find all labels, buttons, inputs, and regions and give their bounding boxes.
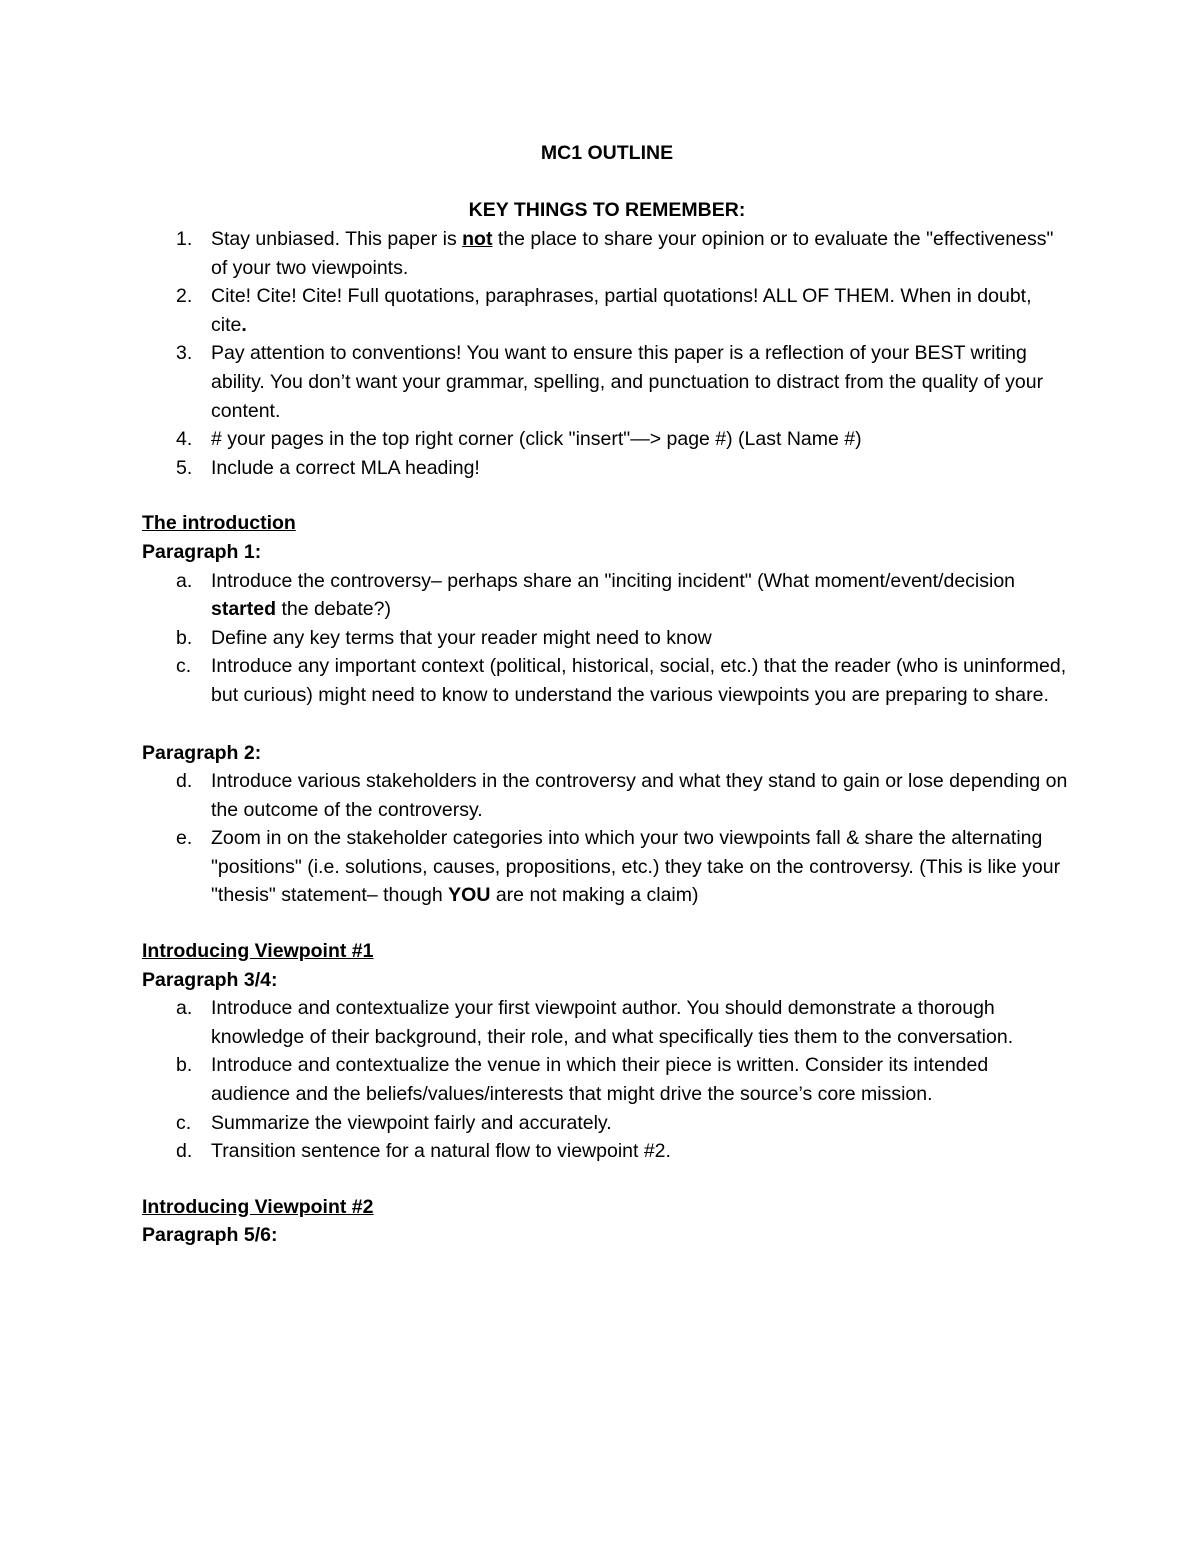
- list-item: [142, 454, 1072, 483]
- item-text: Define any key terms that your reader might need to know: [211, 626, 712, 649]
- list-marker: 4.: [176, 428, 193, 451]
- list-item: [142, 339, 1072, 425]
- item-text: Include a correct MLA heading!: [211, 456, 480, 479]
- list-item: [142, 652, 1072, 709]
- list-marker: 5.: [176, 456, 193, 479]
- list-item: [142, 225, 1072, 282]
- list-marker: d.: [176, 770, 193, 793]
- list-item: [142, 567, 1072, 624]
- list-item: [142, 624, 1072, 653]
- spacer: [142, 710, 1072, 739]
- list-marker: a.: [176, 997, 193, 1020]
- item-text: # your pages in the top right corner (click "insert"—> page #) (Last Name #): [211, 428, 862, 451]
- key-things-list: [142, 225, 1072, 482]
- item-text: Cite! Cite! Cite! Full quotations, paraphrases, partial quotations! ALL OF THEM. When in doubt, cite.: [211, 285, 1032, 336]
- list-item: [142, 282, 1072, 339]
- paragraph-2-title: Paragraph 2:: [142, 741, 262, 764]
- list-item: [142, 994, 1072, 1051]
- document-content: [142, 138, 1072, 1250]
- list-marker: b.: [176, 1054, 193, 1077]
- item-text: Introduce and contextualize the venue in which their piece is written. Consider its intended audience and the beliefs/values/interests that might drive the source’s core mission.: [211, 1054, 989, 1106]
- list-item: [142, 824, 1072, 910]
- list-item: [142, 1051, 1072, 1108]
- item-text: Stay unbiased. This paper is not the place to share your opinion or to evaluate the "effectiveness" of your two viewpoints.: [211, 228, 1054, 279]
- list-marker: 3.: [176, 342, 193, 365]
- list-marker: d.: [176, 1140, 193, 1163]
- emphasis-you: YOU: [448, 884, 491, 907]
- item-text: Summarize the viewpoint fairly and accurately.: [211, 1111, 612, 1134]
- section-title-viewpoint-1: Introducing Viewpoint #1: [142, 940, 374, 963]
- item-text: Introduce any important context (political, historical, social, etc.) that the reader (who is uninformed, but curious) might need to know to understand the various viewpoints you are preparing to share.: [211, 655, 1067, 706]
- item-text: Transition sentence for a natural flow to viewpoint #2.: [211, 1140, 671, 1163]
- paragraph-3-4-list: [142, 994, 1072, 1166]
- list-marker: 2.: [176, 285, 193, 308]
- list-marker: a.: [176, 569, 193, 592]
- list-item: [142, 1137, 1072, 1166]
- paragraph-5-6-title: Paragraph 5/6:: [142, 1224, 278, 1247]
- list-item: [142, 1109, 1072, 1138]
- list-marker: 1.: [176, 228, 193, 250]
- list-marker: c.: [176, 1111, 192, 1134]
- list-marker: c.: [176, 655, 192, 678]
- paragraph-2-list: [142, 767, 1072, 910]
- item-text: Zoom in on the stakeholder categories into which your two viewpoints fall & share the alternating "positions" (i.e. solutions, causes, propositions, etc.) they take on the controversy. (This is like your "thesis" statement– though YOU are not making a claim): [211, 827, 1061, 907]
- emphasis-started: started: [211, 598, 277, 621]
- section-title-introduction: The introduction: [142, 512, 296, 535]
- item-text: Introduce various stakeholders in the controversy and what they stand to gain or lose depending on the outcome of the controversy.: [211, 770, 1068, 821]
- list-marker: e.: [176, 827, 193, 850]
- emphasis-not: not: [462, 228, 493, 250]
- list-marker: b.: [176, 626, 193, 649]
- paragraph-1-title: Paragraph 1:: [142, 540, 262, 563]
- document-title: MC1 OUTLINE: [540, 142, 674, 164]
- item-text: Introduce and contextualize your first viewpoint author. You should demonstrate a thorough knowledge of their background, their role, and what specifically ties them to the conversation.: [211, 997, 1014, 1048]
- list-item: [142, 425, 1072, 454]
- item-text: Introduce the controversy– perhaps share an "inciting incident" (What moment/event/decision started the debate?): [211, 569, 1016, 621]
- item-text: Pay attention to conventions! You want to ensure this paper is a reflection of your BEST writing ability. You don’t want your grammar, spelling, and punctuation to distract from the quality of your content.: [211, 342, 1044, 422]
- section-title-viewpoint-2: Introducing Viewpoint #2: [142, 1195, 374, 1218]
- paragraph-1-list: [142, 567, 1072, 710]
- key-things-heading: KEY THINGS TO REMEMBER:: [468, 199, 746, 221]
- list-item: [142, 767, 1072, 824]
- paragraph-3-4-title: Paragraph 3/4:: [142, 968, 278, 991]
